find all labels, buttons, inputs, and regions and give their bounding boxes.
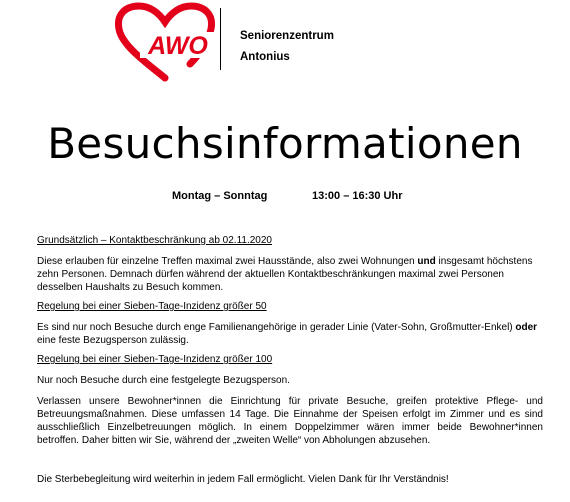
document-body: [37, 234, 543, 486]
protective-measures-text: Verlassen unsere Bewohner*innen die Einrichtung für private Besuche, greifen protektive Pflege- und Betreuungsmaßnahmen. Diese umfassen 14 Tage. Die Einnahme der Speisen erfolgt im Zimmer und es sind ausschließlich Einzelbetreuungen möglich. In einem Doppelzimmer wären immer beide Bewohner*innen betroffen. Daher bitten wir Sie, während der „zweiten Welle“ von Abholungen abzusehen.: [37, 396, 543, 446]
incidence-100-text: Nur noch Besuche durch eine festgelegte Bezugsperson.: [37, 375, 290, 386]
visiting-days: Montag – Sonntag: [172, 190, 268, 202]
section-heading-incidence-100: Regelung bei einer Sieben-Tage-Inzidenz größer 100: [37, 354, 273, 365]
section-heading-contact-restriction: Grundsätzlich – Kontaktbeschränkung ab 02.11.2020: [37, 235, 272, 246]
contact-restriction-text: Diese erlauben für einzelne Treffen maximal zwei Hausstände, also zwei Wohnungen und insgesamt höchstens zehn Personen. Demnach dürfen während der aktuellen Kontaktbeschränkungen maximal zwei Personen desselben Haushalts zu Besuch kommen.: [37, 256, 533, 293]
closing-text: Die Sterbebegleitung wird weiterhin in jedem Fall ermöglicht. Vielen Dank für Ihr Verständnis!: [37, 474, 449, 485]
section-heading-incidence-50: Regelung bei einer Sieben-Tage-Inzidenz größer 50: [37, 301, 267, 312]
page-title: Besuchsinformationen: [47, 119, 523, 168]
incidence-50-text: Es sind nur noch Besuche durch enge Familienangehörige in gerader Linie (Vater-Sohn, Großmutter-Enkel) oder eine feste Bezugsperson zulässig.: [37, 322, 538, 346]
header-divider: [220, 8, 221, 70]
awo-heart-logo: [110, 2, 220, 84]
letterhead: [0, 0, 570, 88]
org-line-1: Seniorenzentrum: [240, 30, 334, 42]
org-line-2: Antonius: [240, 51, 290, 63]
logo-text: AWO: [148, 32, 208, 60]
visiting-time: 13:00 – 16:30 Uhr: [312, 190, 403, 202]
organization-name: [240, 26, 334, 68]
